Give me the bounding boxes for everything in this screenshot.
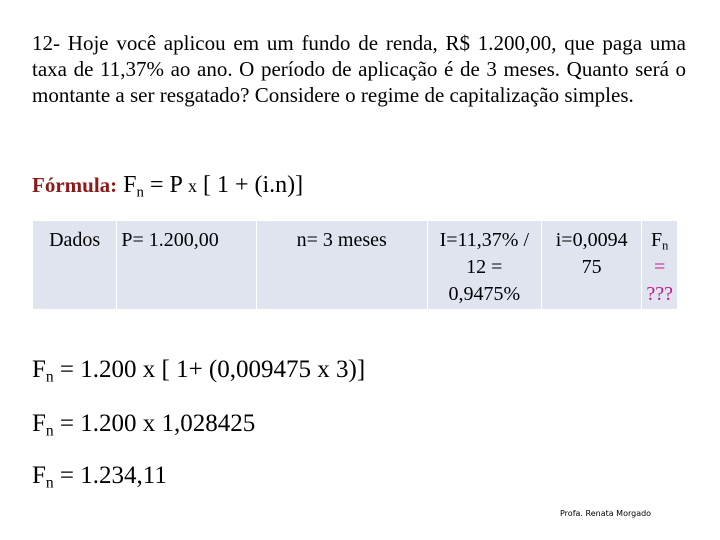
formula (32, 172, 303, 199)
table-cell-principal: P= 1.200,00 (117, 221, 256, 310)
calc-step-var: F (32, 462, 46, 489)
table-cell-unknown (642, 221, 678, 310)
calc-step-1 (32, 356, 365, 384)
data-table (32, 220, 678, 310)
calc-step-3 (32, 462, 167, 490)
question-text: 12- Hoje você aplicou em um fundo de renda, R$ 1.200,00, que paga uma taxa de 11,37% ao ano. O período de aplicação é de 3 meses. Quanto será o montante a ser resgatado? Considere o regime de capitalização simples. (32, 31, 686, 107)
author-credit: Profa. Renata Morgado (560, 509, 652, 518)
unknown-value: = ??? (646, 256, 673, 305)
formula-lhs-sub: n (136, 184, 144, 201)
table-cell-rate-conversion: I=11,37% / 12 = 0,9475% (427, 221, 541, 310)
calc-step-sub: n (45, 368, 54, 386)
table-cell-period: n= 3 meses (256, 221, 427, 310)
calc-step-text: = 1.200 x [ 1+ (0,009475 x 3)] (53, 356, 366, 383)
table-row (33, 221, 678, 310)
calc-step-2 (32, 410, 255, 438)
table-cell-dados: Dados (33, 221, 117, 310)
unknown-var: F (651, 229, 663, 251)
formula-times: x (187, 176, 197, 196)
formula-rhs: [ 1 + (i.n)] (196, 172, 304, 198)
formula-eq-p: = P (143, 172, 188, 198)
calc-step-var: F (32, 356, 46, 383)
calc-step-text: = 1.200 x 1,028425 (53, 410, 256, 437)
table-cell-rate-decimal: i=0,0094 75 (541, 221, 641, 310)
calc-step-var: F (32, 410, 46, 437)
formula-lhs-var: F (123, 172, 137, 198)
calc-step-sub: n (45, 422, 54, 440)
unknown-sub: n (662, 238, 669, 253)
calc-step-sub: n (45, 474, 54, 492)
calc-step-text: = 1.234,11 (53, 462, 167, 489)
formula-label: Fórmula: (32, 173, 118, 197)
